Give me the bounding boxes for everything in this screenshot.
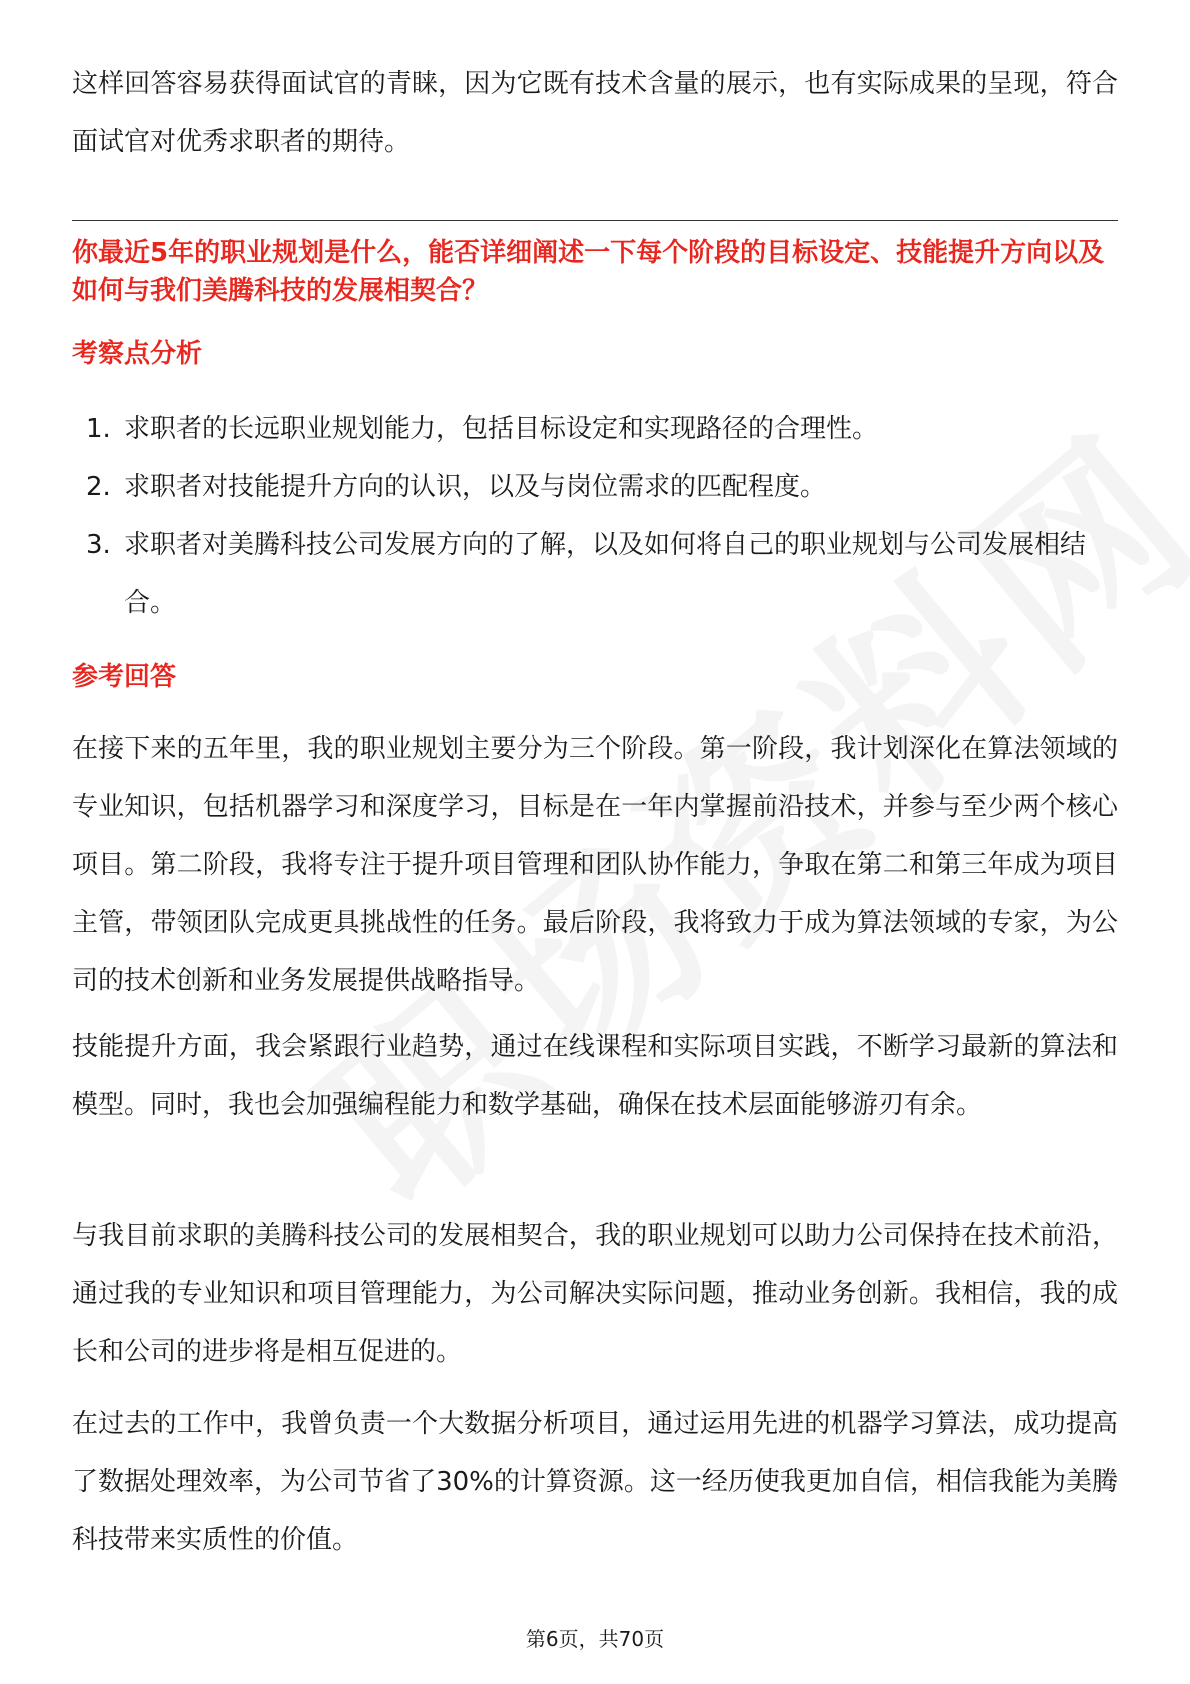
document-page (72, 0, 1118, 1684)
analysis-point-text: 求职者的长远职业规划能力，包括目标设定和实现路径的合理性。 (124, 414, 879, 444)
intro-paragraph: 这样回答容易获得面试官的青睐，因为它既有技术含量的展示，也有实际成果的呈现，符合面试官对优秀求职者的期待。 (72, 69, 1118, 157)
answer-paragraph: 技能提升方面，我会紧跟行业趋势，通过在线课程和实际项目实践，不断学习最新的算法和模型。同时，我也会加强编程能力和数学基础，确保在技术层面能够游刃有余。 (72, 1032, 1118, 1120)
analysis-heading: 考察点分析 (72, 339, 203, 369)
analysis-point-text: 求职者对美腾科技公司发展方向的了解，以及如何将自己的职业规划与公司发展相结合。 (124, 530, 1087, 618)
answer-heading: 参考回答 (72, 662, 177, 692)
page-footer: 第6页，共70页 (525, 1627, 665, 1651)
analysis-points-list (72, 400, 1118, 632)
interview-question: 你最近5年的职业规划是什么，能否详细阐述一下每个阶段的目标设定、技能提升方向以及如何与我们美腾科技的发展相契合？ (72, 238, 1105, 306)
analysis-point (72, 400, 1118, 458)
answer-paragraph: 在接下来的五年里，我的职业规划主要分为三个阶段。第一阶段，我计划深化在算法领域的专业知识，包括机器学习和深度学习，目标是在一年内掌握前沿技术，并参与至少两个核心项目。第二阶段，我将专注于提升项目管理和团队协作能力，争取在第二和第三年成为项目主管，带领团队完成更具挑战性的任务。最后阶段，我将致力于成为算法领域的专家，为公司的技术创新和业务发展提供战略指导。 (72, 734, 1118, 996)
analysis-point-number: 3. (86, 530, 111, 560)
analysis-point-number: 2. (86, 472, 111, 502)
analysis-point (72, 516, 1118, 632)
answer-paragraph: 与我目前求职的美腾科技公司的发展相契合，我的职业规划可以助力公司保持在技术前沿，通过我的专业知识和项目管理能力，为公司解决实际问题，推动业务创新。我相信，我的成长和公司的进步将是相互促进的。 (72, 1221, 1118, 1367)
analysis-point-number: 1. (86, 414, 111, 444)
section-divider (72, 220, 1118, 221)
answer-paragraph: 在过去的工作中，我曾负责一个大数据分析项目，通过运用先进的机器学习算法，成功提高了数据处理效率，为公司节省了30%的计算资源。这一经历使我更加自信，相信我能为美腾科技带来实质性的价值。 (72, 1409, 1118, 1555)
analysis-point (72, 458, 1118, 516)
analysis-point-text: 求职者对技能提升方向的认识，以及与岗位需求的匹配程度。 (124, 472, 827, 502)
